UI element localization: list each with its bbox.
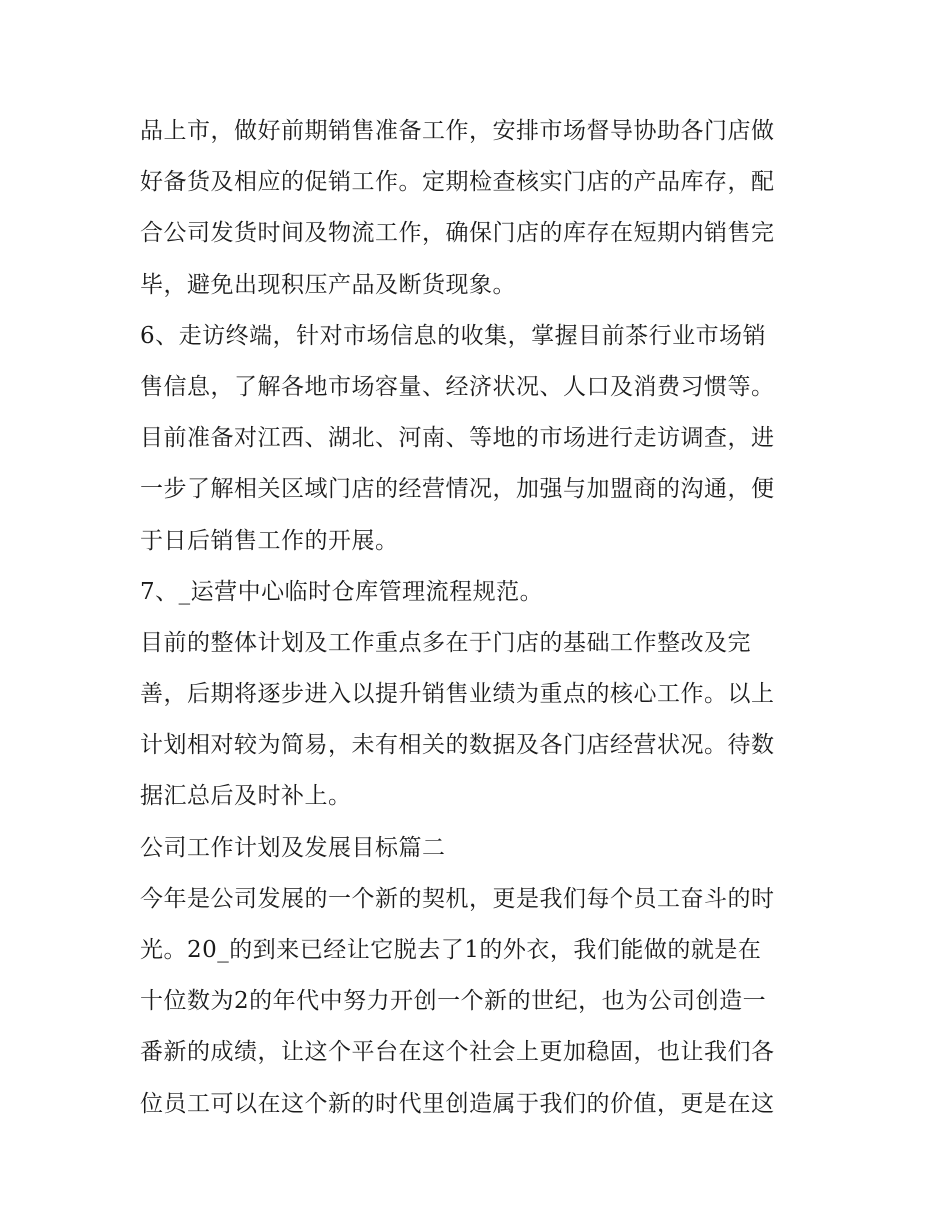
text-line: 于日后销售工作的开展。 (140, 527, 399, 554)
text-line: 据汇总后及时补上。 (140, 783, 352, 810)
text-line: 合公司发货时间及物流工作，确保门店的库存在短期内销售完 (140, 220, 775, 247)
text-line: 毕，避免出现积压产品及断货现象。 (140, 271, 516, 298)
text-line: 光。20_的到来已经让它脱去了1的外衣，我们能做的就是在 (140, 937, 762, 963)
text-line: 目前准备对江西、湖北、河南、等地的市场进行走访调查，进 (140, 425, 775, 452)
text-line: 位员工可以在这个新的时代里创造属于我们的价值，更是在这 (140, 1090, 775, 1117)
text-line: 一步了解相关区域门店的经营情况，加强与加盟商的沟通，便 (140, 476, 775, 503)
text-line: 今年是公司发展的一个新的契机，更是我们每个员工奋斗的时 (140, 885, 775, 912)
text-line: 6、走访终端，针对市场信息的收集，掌握目前茶行业市场销 (140, 322, 767, 349)
text-line: 品上市，做好前期销售准备工作，安排市场督导协助各门店做 (140, 118, 775, 144)
section-heading: 公司工作计划及发展目标篇二 (140, 834, 446, 861)
text-line: 售信息，了解各地市场容量、经济状况、人口及消费习惯等。 (140, 373, 775, 400)
text-line: 好备货及相应的促销工作。定期检查核实门店的产品库存，配 (140, 169, 775, 196)
text-line: 番新的成绩，让这个平台在这个社会上更加稳固，也让我们各 (140, 1039, 775, 1066)
text-line: 7、_运营中心临时仓库管理流程规范。 (140, 578, 544, 605)
document-body (140, 108, 820, 1132)
text-line: 计划相对较为简易，未有相关的数据及各门店经营状况。待数 (140, 732, 775, 759)
text-line: 目前的整体计划及工作重点多在于门店的基础工作整改及完 (140, 629, 751, 656)
text-line: 十位数为2的年代中努力开创一个新的世纪，也为公司创造一 (140, 988, 767, 1015)
text-line: 善，后期将逐步进入以提升销售业绩为重点的核心工作。以上 (140, 681, 775, 708)
